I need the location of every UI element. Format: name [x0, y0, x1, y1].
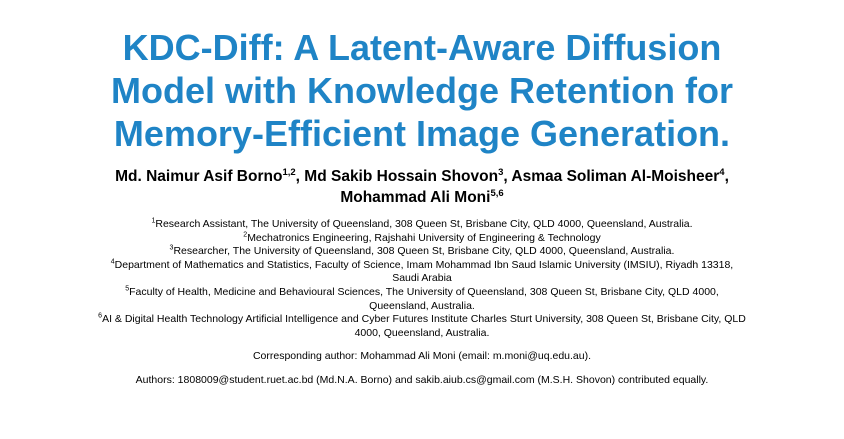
affiliation-continuation: Saudi Arabia: [392, 272, 452, 285]
author-separator: ,: [295, 168, 305, 185]
author-separator: ,: [503, 168, 512, 185]
author-affiliation-marker: 3: [498, 166, 504, 178]
author-name: Md. Naimur Asif Borno: [115, 168, 283, 185]
affiliation-number: 5: [125, 285, 130, 293]
affiliation-number: 3: [169, 244, 174, 252]
author-affiliation-marker: 1,2: [282, 166, 296, 178]
paper-title-line-2: Model with Knowledge Retention for: [111, 70, 733, 111]
affiliation-continuation: Queensland, Australia.: [369, 299, 475, 312]
affiliation-item: [60, 313, 784, 327]
affiliation-text: Research Assistant, The University of Queensland, 308 Queen St, Brisbane City, QLD 4000, Queensland, Australia.: [155, 218, 693, 230]
author-name: Asmaa Soliman Al-Moisheer: [511, 168, 720, 185]
equal-contribution-note: Authors: 1808009@student.ruet.ac.bd (Md.N.A. Borno) and sakib.aiub.cs@gmail.com (M.S.H. Shovon) contributed equally.: [135, 374, 709, 386]
affiliation-item: [60, 245, 784, 259]
paper-title-line-3: Memory-Efficient Image Generation.: [113, 113, 731, 154]
affiliation-continuation: 4000, Queensland, Australia.: [354, 326, 490, 339]
author-name: Md Sakib Hossain Shovon: [304, 168, 499, 185]
affiliation-item: [60, 259, 784, 273]
paper-title-line-1: KDC-Diff: A Latent-Aware Diffusion: [122, 27, 722, 68]
paper-title: [20, 26, 824, 155]
author-line-2: [20, 187, 824, 208]
author-affiliation-marker: 4: [719, 166, 725, 178]
affiliation-text: Department of Mathematics and Statistics, Faculty of Science, Imam Mohammad Ibn Saud Islamic University (IMSIU), Riyadh 13318,: [114, 258, 734, 271]
affiliation-text: Researcher, The University of Queensland, 308 Queen St, Brisbane City, QLD 4000, Queensland, Australia.: [173, 245, 675, 258]
affiliation-text: Faculty of Health, Medicine and Behavioural Sciences, The University of Queensland, 308 Queen St, Brisbane City, QLD 4000,: [129, 285, 719, 298]
author-list: [20, 166, 824, 208]
affiliation-number: 6: [98, 312, 103, 320]
affiliation-text: AI & Digital Health Technology Artificial Intelligence and Cyber Futures Institute Charles Sturt University, 308 Queen St, Brisbane City, QLD: [102, 313, 746, 326]
corresponding-author-note: Corresponding author: Mohammad Ali Moni (email: m.moni@uq.edu.au).: [252, 350, 592, 362]
author-affiliation-marker: 5,6: [490, 187, 504, 199]
affiliation-number: 1: [151, 217, 156, 225]
affiliation-item: [60, 286, 784, 300]
affiliation-number: 2: [243, 231, 248, 239]
author-name: Mohammad Ali Moni: [340, 189, 491, 206]
affiliation-number: 4: [110, 258, 115, 266]
affiliation-list: [60, 218, 784, 340]
affiliation-text: Mechatronics Engineering, Rajshahi University of Engineering & Technology: [247, 231, 601, 244]
affiliation-item: [60, 232, 784, 246]
author-line-1: [20, 166, 824, 187]
affiliation-item: [60, 218, 784, 232]
author-separator: ,: [724, 168, 729, 185]
